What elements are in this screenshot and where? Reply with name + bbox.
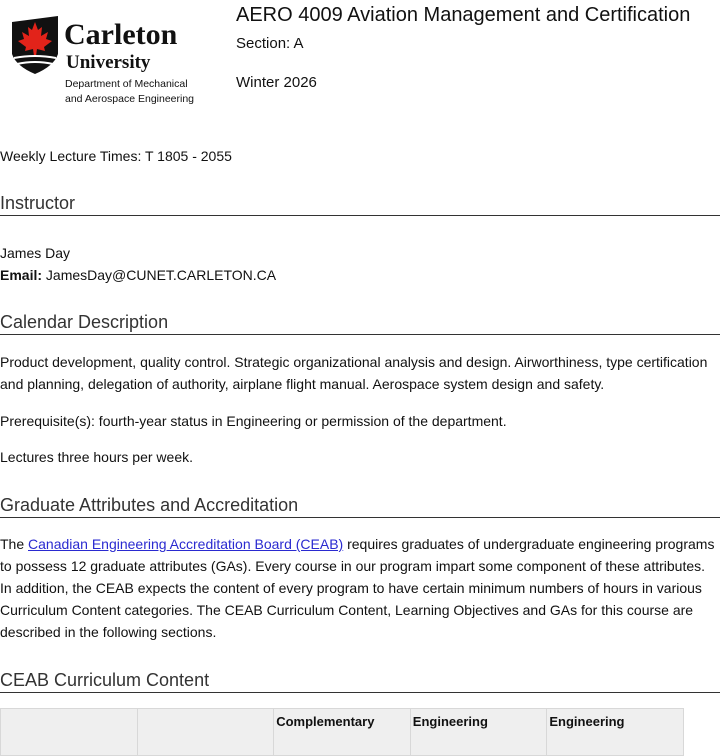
column-header: Complementary: [274, 709, 411, 756]
ceab-link[interactable]: Canadian Engineering Accreditation Board (CEAB): [28, 536, 344, 552]
course-term: Winter 2026: [236, 74, 317, 91]
logo-name: Carleton: [64, 18, 178, 51]
curriculum-header-row: [1, 709, 684, 756]
prerequisites: Prerequisite(s): fourth-year status in Engineering or permission of the department.: [0, 413, 507, 429]
logo-dept-line2: and Aerospace Engineering: [65, 93, 195, 105]
course-section: Section: A: [236, 35, 304, 52]
calendar-description: Product development, quality control. Strategic organizational analysis and design. Airworthiness, type certification and planning, delegation of authority, airplane flight manual. Aerospace system design and safety.: [0, 354, 708, 392]
instructor-name: James Day: [0, 245, 71, 261]
lecture-hours: Lectures three hours per week.: [0, 449, 193, 465]
ga-intro-prefix: The: [0, 536, 29, 552]
email-label: Email:: [0, 267, 43, 283]
calendar-heading: Calendar Description: [0, 311, 720, 335]
course-title-block: [236, 3, 690, 92]
logo-dept-line1: Department of Mechanical: [65, 78, 188, 90]
curriculum-table: [0, 708, 684, 756]
column-header: Engineering: [547, 709, 684, 756]
column-header: [1, 709, 138, 756]
logo-subname: University: [66, 52, 151, 73]
ga-intro-suffix: requires graduates of undergraduate engineering programs to possess 12 graduate attributes (GAs). Every course in our program impart some component of these attributes. In addition, the CEAB expects the content of every program to have certain minimum numbers of hours in various Curriculum Content categories. The CEAB Curriculum Content, Learning Objectives and GAs for this course are described in the following sections.: [0, 536, 715, 640]
course-title: AERO 4009 Aviation Management and Certification: [236, 4, 691, 26]
column-header: Engineering: [410, 709, 547, 756]
graduate-attributes-text: [0, 533, 720, 643]
column-header: [137, 709, 274, 756]
shield-icon: [12, 16, 58, 74]
graduate-attributes-heading: Graduate Attributes and Accreditation: [0, 494, 720, 518]
instructor-email: JamesDay@CUNET.CARLETON.CA: [45, 267, 277, 283]
instructor-heading: Instructor: [0, 192, 720, 216]
curriculum-table-wrap: [0, 708, 684, 756]
page-header: [0, 0, 720, 130]
curriculum-heading: CEAB Curriculum Content: [0, 669, 720, 693]
lecture-times: Weekly Lecture Times: T 1805 - 2055: [0, 148, 232, 164]
carleton-logo: [8, 14, 208, 110]
instructor-email-line: [0, 264, 720, 286]
